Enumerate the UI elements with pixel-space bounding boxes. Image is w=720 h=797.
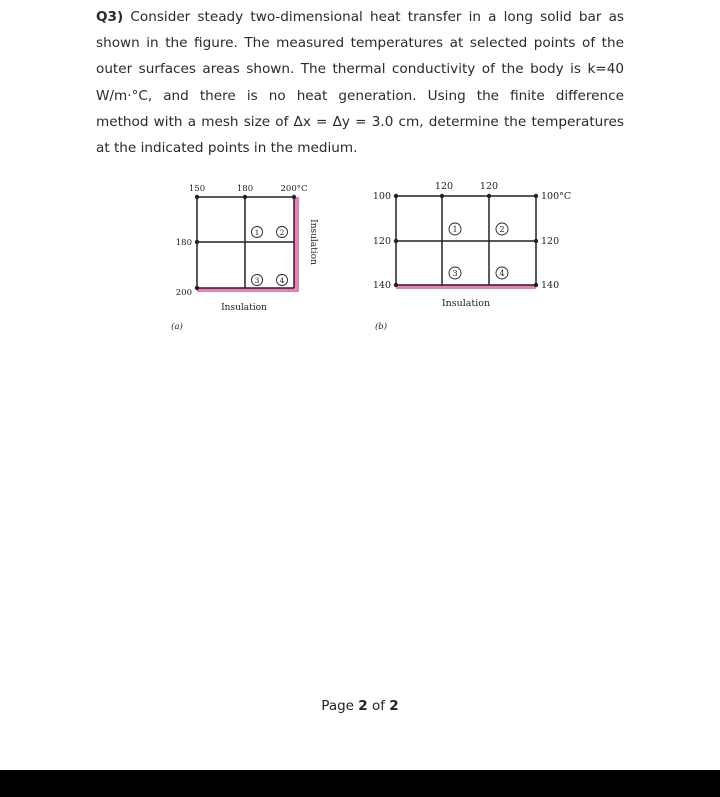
right-label-b-2: 120 <box>541 236 560 247</box>
figure-a <box>171 184 318 332</box>
right-label-b-3: 140 <box>541 280 560 291</box>
grid-a <box>197 197 294 288</box>
footer-total-pages: 2 <box>389 698 399 714</box>
top-label-a-2: 180 <box>236 184 254 194</box>
left-label-b-3: 140 <box>372 280 391 291</box>
question-line-4: W/m·°C, and there is no heat generation. Using the finite difference <box>96 87 624 104</box>
node-1-label: 1 <box>254 228 260 237</box>
figure-b <box>373 181 571 332</box>
node-3-label: 3 <box>254 276 260 285</box>
top-label-b-1: 120 <box>434 181 454 192</box>
question-line-6: at the indicated points in the medium. <box>96 140 358 157</box>
question-line-5: method with a mesh size of Δx = Δy = 3.0 cm, determine the temperatures <box>96 113 624 130</box>
node-4-label-b: 4 <box>499 269 505 278</box>
page-footer <box>0 698 720 714</box>
right-label-b-1: 100°C <box>541 191 572 202</box>
question-line-3: outer surfaces areas shown. The thermal conductivity of the body is k=40 <box>96 61 624 78</box>
insulation-bottom-label-b: Insulation <box>441 298 491 309</box>
top-label-b-2: 120 <box>479 181 499 192</box>
top-label-a-3: 200°C <box>280 184 308 194</box>
node-3-label-b: 3 <box>452 269 458 278</box>
footer-page-word: Page <box>321 698 354 714</box>
footer-current-page: 2 <box>358 698 368 714</box>
caption-a: (a) <box>171 322 183 332</box>
node-4-label: 4 <box>279 276 285 285</box>
question-line-1: Q3) Consider steady two-dimensional heat transfer in a long solid bar as <box>96 9 625 25</box>
left-label-b-1: 100 <box>372 191 391 202</box>
top-label-a-1: 150 <box>188 184 206 194</box>
insulation-right-label-a: Insulation <box>308 219 318 265</box>
grid-b <box>396 196 536 285</box>
left-label-a-2: 200 <box>175 288 192 298</box>
insulation-bottom-label-a: Insulation <box>221 303 267 313</box>
node-2-label-b: 2 <box>499 225 505 234</box>
question-number: Q3) <box>96 9 124 25</box>
caption-b: (b) <box>374 322 388 332</box>
footer-of-word: of <box>371 698 385 714</box>
node-1-label-b: 1 <box>452 225 458 234</box>
left-label-a-1: 180 <box>175 238 192 248</box>
left-label-b-2: 120 <box>372 236 391 247</box>
question-line-2: shown in the figure. The measured temperatures at selected points of the <box>96 35 624 52</box>
node-2-label: 2 <box>279 228 285 237</box>
